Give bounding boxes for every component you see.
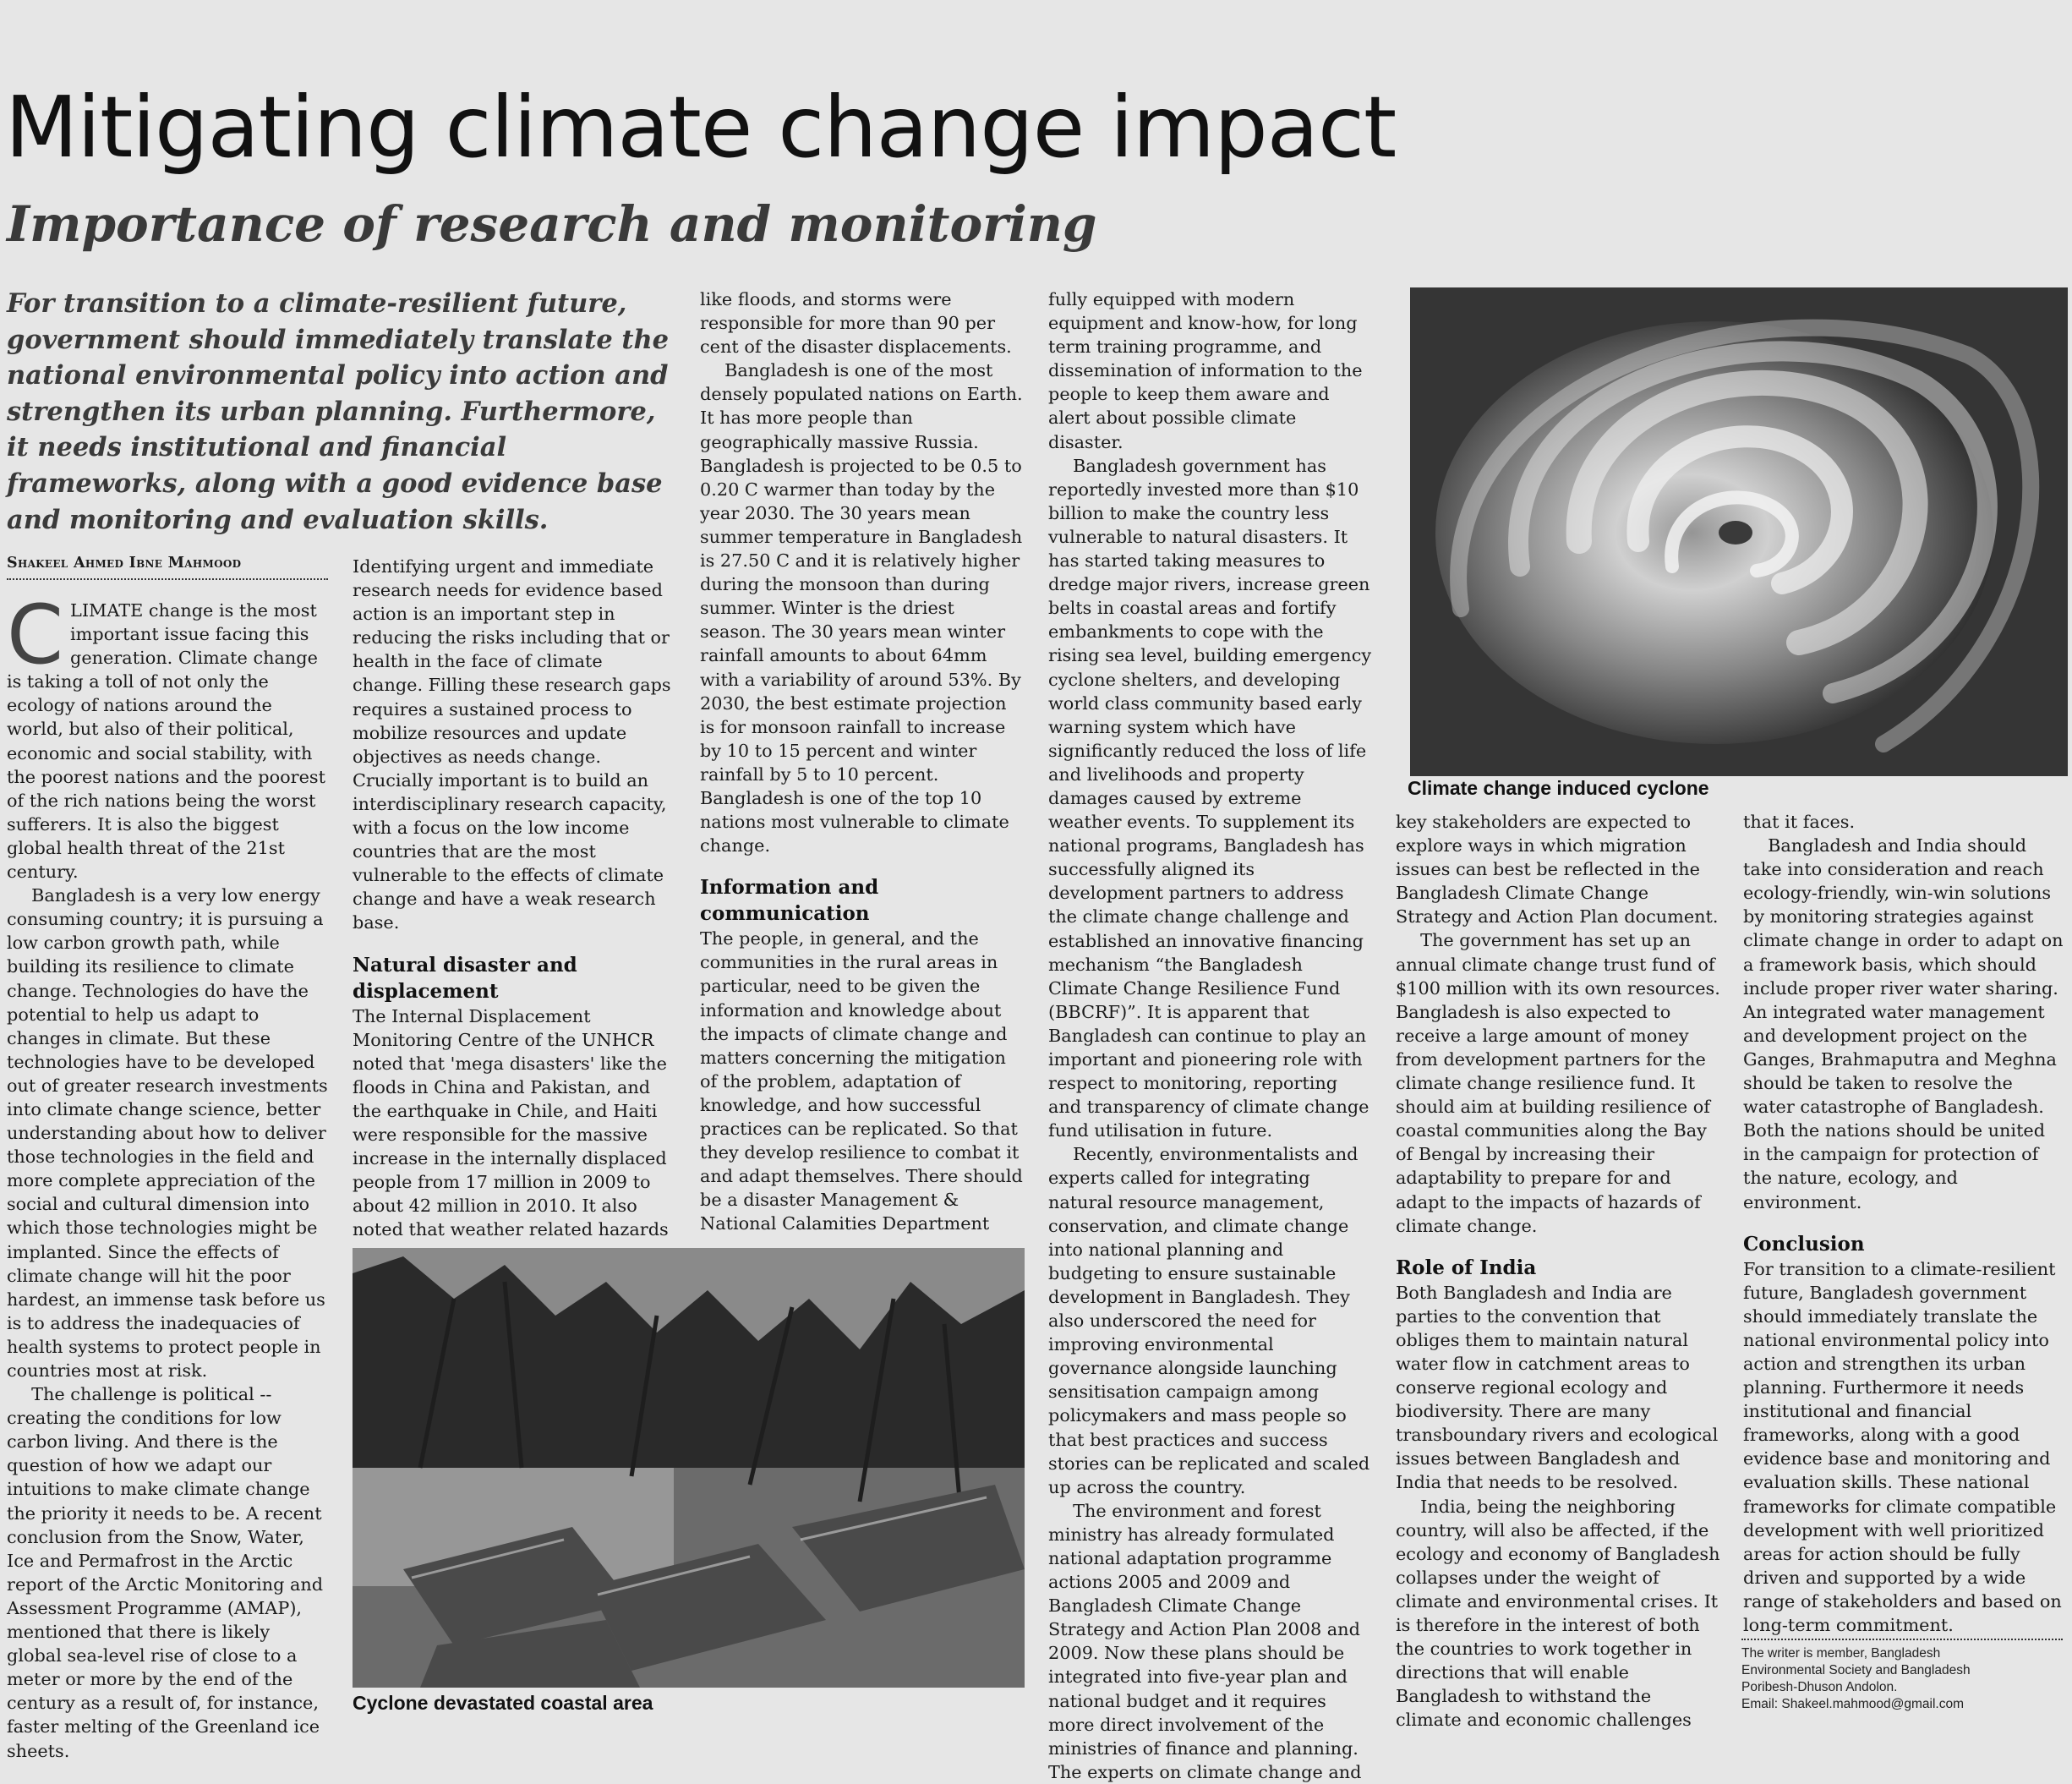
writer-note: [1741, 1639, 2063, 1713]
article-paragraph: The government has set up an annual climate change trust fund of $100 million with its own resources. Bangladesh is also expected to receive a large amount of money from development partners for the climate change resilience fund. It should aim at building resilience of coastal communities along the Bay of Bengal by increasing their adaptability to prepare for and adapt to the impacts of hazards of climate change.: [1396, 930, 1720, 1236]
writer-note-line: Poribesh-Dhuson Andolon.: [1741, 1680, 1898, 1694]
article-paragraph: The Internal Displacement Monitoring Centre of the UNHCR noted that 'mega disasters' like the floods in China and Pakistan, and the earthquake in Chile, and Haiti were responsible for the massive increase in the internally displaced people from 17 million in 2009 to about 42 million in 2010. It also noted that weather related hazards: [353, 1005, 669, 1240]
article-column-3: [700, 287, 1025, 1234]
cyclone-illustration: [1410, 287, 2068, 776]
coastal-damage-illustration: [353, 1248, 1025, 1688]
article-paragraph: Bangladesh is a very low energy consuming country; it is pursuing a low carbon growth path, while building its resilience to climate change. Technologies do have the potential to help us adapt to changes in climate. But these technologies have to be developed out of greater research investments into climate change science, better understanding about how to deliver those technologies in the field and more complete appreciation of the social and cultural dimension into which those technologies might be implanted. Since the effects of climate change will hit the poor hardest, an immense task before us is to address the inadequacies of health systems to protect people in countries most at risk.: [7, 885, 328, 1381]
article-column-4: [1048, 287, 1374, 1782]
article-paragraph: Bangladesh is one of the most densely populated nations on Earth. It has more people than geographically massive Russia. Bangladesh is projected to be 0.5 to 0.20 C warmer than today by the year 2030. The 30 years mean summer temperature in Bangladesh is 27.50 C and it is relatively higher during the monsoon than during summer. Winter is the driest season. The 30 years mean winter rainfall amounts to about 64mm with a variability of around 53%. By 2030, the best estimate projection is for monsoon rainfall to increase by 10 to 15 percent and winter rainfall by 5 to 10 percent. Bangladesh is one of the top 10 nations most vulnerable to climate change.: [700, 360, 1023, 856]
writer-note-line: Environmental Society and Bangladesh: [1741, 1663, 1971, 1677]
section-heading-information: Information and communication: [700, 876, 879, 926]
drop-cap: C: [7, 588, 64, 682]
article-paragraph: key stakeholders are expected to explore ways in which migration issues can best be reflected in the Bangladesh Climate Change Strategy and Action Plan document.: [1396, 812, 1719, 928]
article-paragraph: [7, 588, 328, 884]
cyclone-satellite-photo: [1410, 287, 2068, 776]
byline: Shakeel Ahmed Ibne Mahmood: [7, 555, 328, 580]
article-paragraph: The people, in general, and the communities in the rural areas in particular, need to be given the information and knowledge about the impacts of climate change and matters concerning the mitigation of the problem, adaptation of knowledge, and how successful practices can be replicated. So that they develop resilience to combat it and adapt themselves. There should be a disaster Management & National Calamities Department: [700, 928, 1023, 1234]
article-paragraph: India, being the neighboring country, will also be affected, if the ecology and economy of Bangladesh collapses under the weight of climate and environmental crises. It is therefore in the interest of both the countries to work together in directions that will enable Bangladesh to withstand the climate and economic challenges: [1396, 1496, 1720, 1731]
coastal-photo-caption: Cyclone devastated coastal area: [353, 1692, 653, 1714]
article-column-2: [353, 555, 674, 1239]
article-column-1: [7, 588, 328, 1761]
section-heading-natural-disaster: Natural disaster and displacement: [353, 953, 577, 1003]
article-paragraph: Bangladesh and India should take into consideration and reach ecology-friendly, win-win solutions by monitoring strategies against climate change in order to adapt on a framework basis, which should include proper river water sharing. An integrated water management and development project on the Ganges, Brahmaputra and Meghna should be taken to resolve the water catastrophe of Bangladesh. Both the nations should be united in the campaign for protection of the nature, ecology, and environment.: [1743, 835, 2064, 1212]
cyclone-photo-caption: Climate change induced cyclone: [1408, 777, 1709, 799]
article-paragraph: that it faces.: [1743, 812, 1856, 832]
section-heading-role-of-india: Role of India: [1396, 1256, 1537, 1279]
article-paragraph: Identifying urgent and immediate research needs for evidence based action is an important step in reducing the risks including that or health in the face of climate change. Filling these research gaps requires a sustained process to mobilize resources and update objectives as needs change. Crucially important is to build an interdisciplinary research capacity, with a focus on the low income countries that are the most vulnerable to the effects of climate change and have a weak research base.: [353, 556, 671, 933]
writer-email: Email: Shakeel.mahmood@gmail.com: [1741, 1697, 1964, 1711]
article-column-6: [1743, 810, 2064, 1635]
article-paragraph: like floods, and storms were responsible for more than 90 per cent of the disaster displacements.: [700, 289, 1012, 358]
article-paragraph: The environment and forest ministry has already formulated national adaptation programme actions 2005 and 2009 and Bangladesh Climate Change Strategy and Action Plan 2008 and 2009. Now these plans should be integrated into five-year plan and national budget and it requires more direct involvement of the ministries of finance and planning. The experts on climate change and: [1048, 1500, 1362, 1782]
article-paragraph: For transition to a climate-resilient future, Bangladesh government should immediately translate the national environmental policy into action and strengthen its urban planning. Furthermore it needs institutional and financial frameworks, along with a good evidence base and monitoring and evaluation skills. These national frameworks for climate compatible development with well prioritized areas for action should be fully driven and supported by a wide range of stakeholders and based on long-term commitment.: [1743, 1258, 2062, 1635]
article-paragraph: The challenge is political -- creating the conditions for low carbon living. And there is the question of how we adapt our intuitions to make climate change the priority it needs to be. A recent conclusion from the Snow, Water, Ice and Permafrost in the Arctic report of the Arctic Monitoring and Assessment Programme (AMAP), mentioned that there is likely global sea-level rise of close to a meter or more by the end of the century as a result of, for instance, faster melting of the Greenland ice sheets.: [7, 1384, 324, 1761]
coastal-devastation-photo: [353, 1248, 1025, 1688]
standfirst: For transition to a climate-resilient future, government should immediately translate the national environmental policy into action and strengthen its urban planning. Furthermore, it needs institutional and financial frameworks, along with a good evidence base and monitoring and evaluation skills.: [7, 288, 670, 535]
subheadline: Importance of research and monitoring: [7, 195, 1097, 253]
article-paragraph: Bangladesh government has reportedly invested more than $10 billion to make the country less vulnerable to natural disasters. It has started taking measures to dredge major rivers, increase green belts in coastal areas and fortify embankments to cope with the rising sea level, building emergency cyclone shelters, and developing world class community based early warning system which have significantly reduced the loss of life and livelihoods and property damages caused by extreme weather events. To supplement its national programs, Bangladesh has successfully aligned its development partners to address the climate change challenge and established an innovative financing mechanism “the Bangladesh Climate Change Resilience Fund (BBCRF)”. It is apparent that Bangladesh can continue to play an important and pioneering role with respect to monitoring, reporting and transparency of climate change fund utilisation in future.: [1048, 455, 1372, 1141]
headline: Mitigating climate change impact: [5, 78, 1397, 177]
paragraph-text: LIMATE change is the most important issue facing this generation. Climate change is taking a toll of not only the ecology of nations around the world, but also of their political, economic and social stability, with the poorest nations and the poorest of the rich nations being the worst sufferers. It is also the biggest global health threat of the 21st century.: [7, 600, 325, 883]
section-heading-conclusion: Conclusion: [1743, 1232, 1865, 1256]
article-column-5: [1396, 810, 1721, 1731]
article-paragraph: Both Bangladesh and India are parties to the convention that obliges them to maintain natural water flow in catchment areas to conserve regional ecology and biodiversity. There are many transboundary rivers and ecological issues between Bangladesh and India that needs to be resolved.: [1396, 1282, 1719, 1493]
article-paragraph: fully equipped with modern equipment and know-how, for long term training programme, and dissemination of information to the people to keep them aware and alert about possible climate disaster.: [1048, 289, 1363, 452]
writer-note-line: The writer is member, Bangladesh: [1741, 1646, 1941, 1661]
article-paragraph: Recently, environmentalists and experts called for integrating natural resource management, conservation, and climate change into national planning and budgeting to ensure sustainable development in Bangladesh. They also underscored the need for improving environmental governance alongside launching sensitisation campaign among policymakers and mass people so that best practices and success stories can be replicated and scaled up across the country.: [1048, 1144, 1370, 1497]
cyclone-eye: [1719, 521, 1752, 545]
